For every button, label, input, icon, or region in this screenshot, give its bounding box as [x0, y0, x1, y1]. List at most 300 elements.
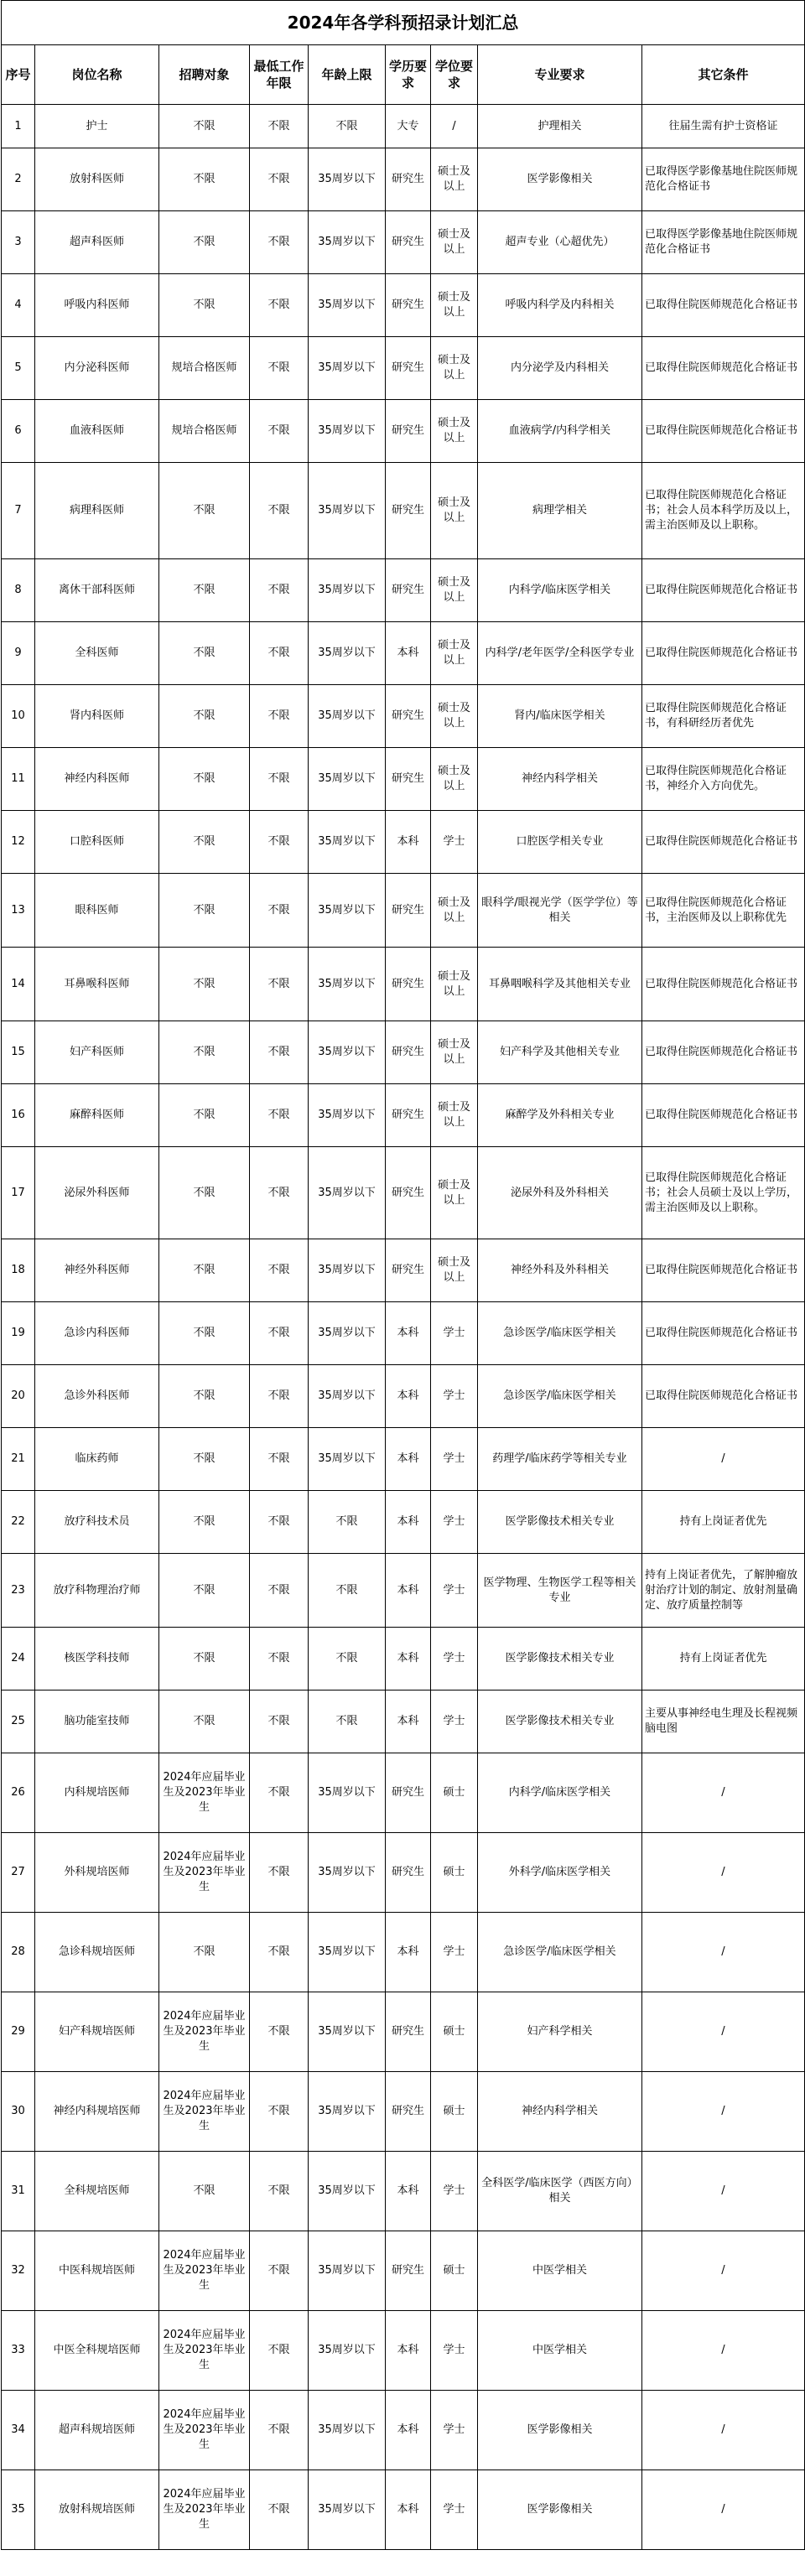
cell-major: 血液病学/内科学相关 — [478, 400, 642, 463]
cell-other: 已取得住院医师规范化合格证书 — [642, 559, 805, 622]
cell-major: 眼科学/眼视光学（医学学位）等相关 — [478, 874, 642, 948]
cell-min-years: 不限 — [250, 148, 309, 211]
cell-index: 11 — [2, 748, 35, 811]
cell-target: 不限 — [159, 274, 250, 337]
cell-age-limit: 35周岁以下 — [309, 1239, 386, 1302]
cell-major: 内科学/临床医学相关 — [478, 1753, 642, 1833]
cell-degree: 学士 — [431, 1428, 478, 1491]
table-row — [2, 1365, 805, 1428]
cell-other: 主要从事神经电生理及长程视频脑电图 — [642, 1690, 805, 1753]
cell-index: 27 — [2, 1833, 35, 1913]
cell-major: 急诊医学/临床医学相关 — [478, 1302, 642, 1365]
cell-education: 研究生 — [386, 1021, 431, 1084]
cell-age-limit: 35周岁以下 — [309, 2311, 386, 2391]
cell-degree: 硕士及以上 — [431, 1147, 478, 1239]
cell-min-years: 不限 — [250, 1628, 309, 1690]
cell-education: 本科 — [386, 1365, 431, 1428]
cell-education: 研究生 — [386, 1084, 431, 1147]
cell-major: 麻醉学及外科相关专业 — [478, 1084, 642, 1147]
cell-education: 本科 — [386, 2311, 431, 2391]
cell-major: 医学物理、生物医学工程等相关专业 — [478, 1554, 642, 1628]
cell-degree: 学士 — [431, 1554, 478, 1628]
cell-index: 9 — [2, 622, 35, 685]
header-min-years: 最低工作年限 — [250, 45, 309, 105]
cell-min-years: 不限 — [250, 1428, 309, 1491]
cell-target: 不限 — [159, 1428, 250, 1491]
cell-education: 研究生 — [386, 2072, 431, 2152]
cell-age-limit: 35周岁以下 — [309, 559, 386, 622]
cell-position: 病理科医师 — [35, 463, 159, 559]
cell-index: 31 — [2, 2152, 35, 2231]
cell-index: 22 — [2, 1491, 35, 1554]
cell-degree: 硕士及以上 — [431, 1084, 478, 1147]
cell-target: 不限 — [159, 559, 250, 622]
cell-other: 已取得住院医师规范化合格证书，神经介入方向优先。 — [642, 748, 805, 811]
table-row — [2, 1753, 805, 1833]
cell-degree: 学士 — [431, 1690, 478, 1753]
cell-major: 外科学/临床医学相关 — [478, 1833, 642, 1913]
cell-other: / — [642, 1992, 805, 2072]
cell-degree: 硕士 — [431, 1833, 478, 1913]
cell-other: 持有上岗证者优先 — [642, 1628, 805, 1690]
header-major: 专业要求 — [478, 45, 642, 105]
cell-position: 放疗科物理治疗师 — [35, 1554, 159, 1628]
cell-age-limit: 35周岁以下 — [309, 274, 386, 337]
cell-major: 医学影像技术相关专业 — [478, 1628, 642, 1690]
cell-education: 研究生 — [386, 685, 431, 748]
cell-major: 医学影像技术相关专业 — [478, 1491, 642, 1554]
cell-other: 已取得住院医师规范化合格证书，有科研经历者优先 — [642, 685, 805, 748]
table-row — [2, 400, 805, 463]
table-row — [2, 2152, 805, 2231]
cell-age-limit: 35周岁以下 — [309, 1302, 386, 1365]
cell-education: 本科 — [386, 2391, 431, 2470]
header-age-limit: 年龄上限 — [309, 45, 386, 105]
cell-education: 本科 — [386, 1428, 431, 1491]
cell-degree: 硕士及以上 — [431, 948, 478, 1021]
cell-position: 超声科规培医师 — [35, 2391, 159, 2470]
cell-major: 医学影像技术相关专业 — [478, 1690, 642, 1753]
cell-other: 已取得住院医师规范化合格证书 — [642, 1084, 805, 1147]
cell-degree: 学士 — [431, 1302, 478, 1365]
cell-min-years: 不限 — [250, 1239, 309, 1302]
table-row — [2, 1833, 805, 1913]
cell-education: 大专 — [386, 105, 431, 148]
cell-major: 全科医学/临床医学（西医方向）相关 — [478, 2152, 642, 2231]
cell-degree: 硕士及以上 — [431, 874, 478, 948]
cell-age-limit: 35周岁以下 — [309, 337, 386, 400]
cell-major: 急诊医学/临床医学相关 — [478, 1365, 642, 1428]
cell-major: 泌尿外科及外科相关 — [478, 1147, 642, 1239]
cell-degree: 硕士及以上 — [431, 463, 478, 559]
header-education: 学历要求 — [386, 45, 431, 105]
table-row — [2, 1913, 805, 1992]
cell-education: 研究生 — [386, 337, 431, 400]
cell-min-years: 不限 — [250, 1147, 309, 1239]
cell-major: 超声专业（心超优先） — [478, 211, 642, 274]
cell-index: 30 — [2, 2072, 35, 2152]
recruitment-table — [1, 0, 805, 2550]
cell-education: 研究生 — [386, 748, 431, 811]
cell-min-years: 不限 — [250, 1084, 309, 1147]
cell-target: 2024年应届毕业生及2023年毕业生 — [159, 2231, 250, 2311]
cell-index: 20 — [2, 1365, 35, 1428]
cell-index: 16 — [2, 1084, 35, 1147]
cell-min-years: 不限 — [250, 685, 309, 748]
cell-position: 急诊内科医师 — [35, 1302, 159, 1365]
cell-target: 不限 — [159, 1913, 250, 1992]
cell-age-limit: 不限 — [309, 1690, 386, 1753]
cell-degree: 硕士 — [431, 2231, 478, 2311]
cell-education: 本科 — [386, 811, 431, 874]
cell-target: 2024年应届毕业生及2023年毕业生 — [159, 1833, 250, 1913]
cell-index: 7 — [2, 463, 35, 559]
cell-target: 不限 — [159, 685, 250, 748]
header-row — [2, 45, 805, 105]
header-position: 岗位名称 — [35, 45, 159, 105]
cell-other: 已取得住院医师规范化合格证书 — [642, 1239, 805, 1302]
cell-min-years: 不限 — [250, 1690, 309, 1753]
cell-age-limit: 35周岁以下 — [309, 2391, 386, 2470]
cell-index: 8 — [2, 559, 35, 622]
cell-index: 3 — [2, 211, 35, 274]
table-row — [2, 105, 805, 148]
cell-major: 中医学相关 — [478, 2311, 642, 2391]
cell-min-years: 不限 — [250, 1302, 309, 1365]
table-row — [2, 274, 805, 337]
cell-degree: 学士 — [431, 811, 478, 874]
cell-position: 放射科规培医师 — [35, 2470, 159, 2550]
cell-major: 呼吸内科学及内科相关 — [478, 274, 642, 337]
cell-min-years: 不限 — [250, 2152, 309, 2231]
cell-position: 外科规培医师 — [35, 1833, 159, 1913]
cell-index: 10 — [2, 685, 35, 748]
cell-index: 33 — [2, 2311, 35, 2391]
cell-target: 不限 — [159, 2152, 250, 2231]
table-row — [2, 2231, 805, 2311]
cell-degree: 硕士 — [431, 1753, 478, 1833]
cell-min-years: 不限 — [250, 2470, 309, 2550]
cell-major: 神经内科学相关 — [478, 748, 642, 811]
cell-age-limit: 35周岁以下 — [309, 1833, 386, 1913]
cell-degree: 硕士及以上 — [431, 211, 478, 274]
cell-target: 不限 — [159, 1302, 250, 1365]
cell-other: 已取得住院医师规范化合格证书 — [642, 1021, 805, 1084]
cell-major: 内科学/临床医学相关 — [478, 559, 642, 622]
cell-other: / — [642, 2470, 805, 2550]
cell-major: 妇产科学相关 — [478, 1992, 642, 2072]
cell-position: 耳鼻喉科医师 — [35, 948, 159, 1021]
table-title: 2024年各学科预招录计划汇总 — [1, 0, 805, 44]
cell-degree: 硕士 — [431, 1992, 478, 2072]
cell-age-limit: 35周岁以下 — [309, 1913, 386, 1992]
cell-degree: 硕士及以上 — [431, 685, 478, 748]
table-row — [2, 1554, 805, 1628]
table-row — [2, 1084, 805, 1147]
cell-degree: 学士 — [431, 1913, 478, 1992]
cell-min-years: 不限 — [250, 622, 309, 685]
table-row — [2, 1628, 805, 1690]
cell-education: 研究生 — [386, 1147, 431, 1239]
cell-target: 规培合格医师 — [159, 400, 250, 463]
table-row — [2, 337, 805, 400]
cell-position: 口腔科医师 — [35, 811, 159, 874]
cell-target: 不限 — [159, 1147, 250, 1239]
cell-index: 19 — [2, 1302, 35, 1365]
table-row — [2, 2391, 805, 2470]
cell-degree: 硕士及以上 — [431, 274, 478, 337]
cell-age-limit: 35周岁以下 — [309, 2231, 386, 2311]
cell-target: 不限 — [159, 1084, 250, 1147]
cell-position: 临床药师 — [35, 1428, 159, 1491]
cell-target: 不限 — [159, 148, 250, 211]
cell-position: 呼吸内科医师 — [35, 274, 159, 337]
cell-age-limit: 不限 — [309, 1554, 386, 1628]
cell-position: 中医全科规培医师 — [35, 2311, 159, 2391]
cell-degree: 硕士及以上 — [431, 1239, 478, 1302]
cell-position: 妇产科医师 — [35, 1021, 159, 1084]
cell-major: 急诊医学/临床医学相关 — [478, 1913, 642, 1992]
cell-position: 超声科医师 — [35, 211, 159, 274]
cell-age-limit: 35周岁以下 — [309, 2152, 386, 2231]
cell-other: 已取得住院医师规范化合格证书；社会人员硕士及以上学历，需主治医师及以上职称。 — [642, 1147, 805, 1239]
cell-min-years: 不限 — [250, 948, 309, 1021]
cell-age-limit: 35周岁以下 — [309, 2072, 386, 2152]
cell-min-years: 不限 — [250, 2231, 309, 2311]
cell-target: 不限 — [159, 105, 250, 148]
cell-index: 13 — [2, 874, 35, 948]
cell-education: 研究生 — [386, 1992, 431, 2072]
cell-education: 本科 — [386, 1302, 431, 1365]
cell-other: / — [642, 2072, 805, 2152]
cell-position: 麻醉科医师 — [35, 1084, 159, 1147]
cell-target: 不限 — [159, 874, 250, 948]
cell-position: 放射科医师 — [35, 148, 159, 211]
cell-target: 不限 — [159, 211, 250, 274]
cell-min-years: 不限 — [250, 2072, 309, 2152]
cell-age-limit: 35周岁以下 — [309, 748, 386, 811]
cell-position: 核医学科技师 — [35, 1628, 159, 1690]
cell-other: / — [642, 2152, 805, 2231]
cell-age-limit: 35周岁以下 — [309, 874, 386, 948]
cell-age-limit: 35周岁以下 — [309, 2470, 386, 2550]
cell-other: 已取得医学影像基地住院医师规范化合格证书 — [642, 148, 805, 211]
cell-position: 脑功能室技师 — [35, 1690, 159, 1753]
cell-age-limit: 35周岁以下 — [309, 811, 386, 874]
cell-education: 本科 — [386, 1491, 431, 1554]
cell-degree: 学士 — [431, 1628, 478, 1690]
cell-education: 研究生 — [386, 148, 431, 211]
cell-min-years: 不限 — [250, 811, 309, 874]
cell-index: 21 — [2, 1428, 35, 1491]
table-body — [2, 105, 805, 2550]
cell-age-limit: 35周岁以下 — [309, 400, 386, 463]
cell-major: 药理学/临床药学等相关专业 — [478, 1428, 642, 1491]
cell-education: 本科 — [386, 2152, 431, 2231]
cell-education: 研究生 — [386, 2231, 431, 2311]
cell-other: 已取得住院医师规范化合格证书 — [642, 337, 805, 400]
table-row — [2, 748, 805, 811]
cell-major: 中医学相关 — [478, 2231, 642, 2311]
cell-position: 放疗科技术员 — [35, 1491, 159, 1554]
cell-position: 全科医师 — [35, 622, 159, 685]
cell-age-limit: 35周岁以下 — [309, 211, 386, 274]
cell-min-years: 不限 — [250, 1554, 309, 1628]
cell-target: 不限 — [159, 1239, 250, 1302]
table-row — [2, 1239, 805, 1302]
cell-age-limit: 35周岁以下 — [309, 1992, 386, 2072]
cell-index: 35 — [2, 2470, 35, 2550]
table-row — [2, 2072, 805, 2152]
cell-major: 内科学/老年医学/全科医学专业 — [478, 622, 642, 685]
cell-position: 神经内科医师 — [35, 748, 159, 811]
cell-education: 研究生 — [386, 274, 431, 337]
cell-position: 肾内科医师 — [35, 685, 159, 748]
table-row — [2, 811, 805, 874]
cell-education: 研究生 — [386, 1239, 431, 1302]
cell-age-limit: 35周岁以下 — [309, 463, 386, 559]
cell-age-limit: 35周岁以下 — [309, 622, 386, 685]
cell-index: 2 — [2, 148, 35, 211]
cell-target: 不限 — [159, 1365, 250, 1428]
cell-index: 18 — [2, 1239, 35, 1302]
cell-position: 内分泌科医师 — [35, 337, 159, 400]
cell-major: 口腔医学相关专业 — [478, 811, 642, 874]
cell-other: / — [642, 1833, 805, 1913]
cell-degree: 硕士及以上 — [431, 148, 478, 211]
cell-position: 全科规培医师 — [35, 2152, 159, 2231]
table-row — [2, 148, 805, 211]
cell-index: 28 — [2, 1913, 35, 1992]
cell-target: 2024年应届毕业生及2023年毕业生 — [159, 1992, 250, 2072]
cell-position: 离休干部科医师 — [35, 559, 159, 622]
cell-other: 往届生需有护士资格证 — [642, 105, 805, 148]
table-row — [2, 1992, 805, 2072]
table-row — [2, 1021, 805, 1084]
cell-other: / — [642, 2311, 805, 2391]
cell-education: 研究生 — [386, 463, 431, 559]
cell-education: 研究生 — [386, 1753, 431, 1833]
cell-major: 医学影像相关 — [478, 148, 642, 211]
cell-index: 6 — [2, 400, 35, 463]
cell-other: 已取得住院医师规范化合格证书 — [642, 948, 805, 1021]
cell-min-years: 不限 — [250, 1833, 309, 1913]
cell-position: 神经外科医师 — [35, 1239, 159, 1302]
cell-target: 2024年应届毕业生及2023年毕业生 — [159, 2072, 250, 2152]
cell-min-years: 不限 — [250, 1753, 309, 1833]
cell-index: 12 — [2, 811, 35, 874]
cell-major: 妇产科学及其他相关专业 — [478, 1021, 642, 1084]
cell-age-limit: 不限 — [309, 105, 386, 148]
table-row — [2, 1428, 805, 1491]
cell-degree: 硕士及以上 — [431, 1021, 478, 1084]
cell-other: / — [642, 2391, 805, 2470]
cell-other: 已取得住院医师规范化合格证书；社会人员本科学历及以上，需主治医师及以上职称。 — [642, 463, 805, 559]
cell-other: 已取得住院医师规范化合格证书 — [642, 274, 805, 337]
cell-degree: 硕士 — [431, 2072, 478, 2152]
cell-index: 5 — [2, 337, 35, 400]
cell-target: 不限 — [159, 748, 250, 811]
cell-degree: / — [431, 105, 478, 148]
cell-index: 4 — [2, 274, 35, 337]
cell-education: 研究生 — [386, 1833, 431, 1913]
cell-other: / — [642, 1753, 805, 1833]
cell-target: 不限 — [159, 1628, 250, 1690]
cell-target: 不限 — [159, 1021, 250, 1084]
cell-min-years: 不限 — [250, 274, 309, 337]
header-index: 序号 — [2, 45, 35, 105]
cell-index: 1 — [2, 105, 35, 148]
cell-target: 2024年应届毕业生及2023年毕业生 — [159, 2311, 250, 2391]
cell-age-limit: 35周岁以下 — [309, 1021, 386, 1084]
cell-position: 护士 — [35, 105, 159, 148]
cell-degree: 学士 — [431, 2391, 478, 2470]
cell-other: / — [642, 1913, 805, 1992]
cell-major: 耳鼻咽喉科学及其他相关专业 — [478, 948, 642, 1021]
cell-age-limit: 35周岁以下 — [309, 1428, 386, 1491]
cell-index: 23 — [2, 1554, 35, 1628]
cell-age-limit: 35周岁以下 — [309, 685, 386, 748]
cell-age-limit: 35周岁以下 — [309, 1084, 386, 1147]
cell-position: 血液科医师 — [35, 400, 159, 463]
cell-education: 研究生 — [386, 400, 431, 463]
cell-min-years: 不限 — [250, 1992, 309, 2072]
cell-other: 已取得住院医师规范化合格证书 — [642, 811, 805, 874]
cell-position: 泌尿外科医师 — [35, 1147, 159, 1239]
cell-index: 24 — [2, 1628, 35, 1690]
cell-position: 妇产科规培医师 — [35, 1992, 159, 2072]
table-row — [2, 2470, 805, 2550]
cell-major: 医学影像相关 — [478, 2470, 642, 2550]
cell-target: 不限 — [159, 1491, 250, 1554]
cell-position: 急诊科规培医师 — [35, 1913, 159, 1992]
cell-major: 神经外科及外科相关 — [478, 1239, 642, 1302]
cell-age-limit: 35周岁以下 — [309, 1365, 386, 1428]
cell-major: 内分泌学及内科相关 — [478, 337, 642, 400]
cell-age-limit: 不限 — [309, 1491, 386, 1554]
cell-education: 本科 — [386, 1913, 431, 1992]
cell-min-years: 不限 — [250, 105, 309, 148]
cell-target: 2024年应届毕业生及2023年毕业生 — [159, 1753, 250, 1833]
table-row — [2, 685, 805, 748]
cell-other: / — [642, 2231, 805, 2311]
cell-target: 不限 — [159, 948, 250, 1021]
cell-min-years: 不限 — [250, 1491, 309, 1554]
table-row — [2, 622, 805, 685]
cell-index: 17 — [2, 1147, 35, 1239]
cell-education: 研究生 — [386, 948, 431, 1021]
table-row — [2, 2311, 805, 2391]
cell-min-years: 不限 — [250, 559, 309, 622]
cell-education: 研究生 — [386, 211, 431, 274]
cell-position: 神经内科规培医师 — [35, 2072, 159, 2152]
cell-min-years: 不限 — [250, 463, 309, 559]
cell-other: 已取得住院医师规范化合格证书，主治医师及以上职称优先 — [642, 874, 805, 948]
cell-min-years: 不限 — [250, 2391, 309, 2470]
table-row — [2, 211, 805, 274]
cell-min-years: 不限 — [250, 1365, 309, 1428]
cell-other: 已取得住院医师规范化合格证书 — [642, 1365, 805, 1428]
cell-degree: 硕士及以上 — [431, 748, 478, 811]
cell-target: 不限 — [159, 622, 250, 685]
cell-min-years: 不限 — [250, 2311, 309, 2391]
cell-other: / — [642, 1428, 805, 1491]
table-row — [2, 463, 805, 559]
table-row — [2, 948, 805, 1021]
cell-position: 中医科规培医师 — [35, 2231, 159, 2311]
cell-age-limit: 35周岁以下 — [309, 1753, 386, 1833]
cell-target: 不限 — [159, 811, 250, 874]
